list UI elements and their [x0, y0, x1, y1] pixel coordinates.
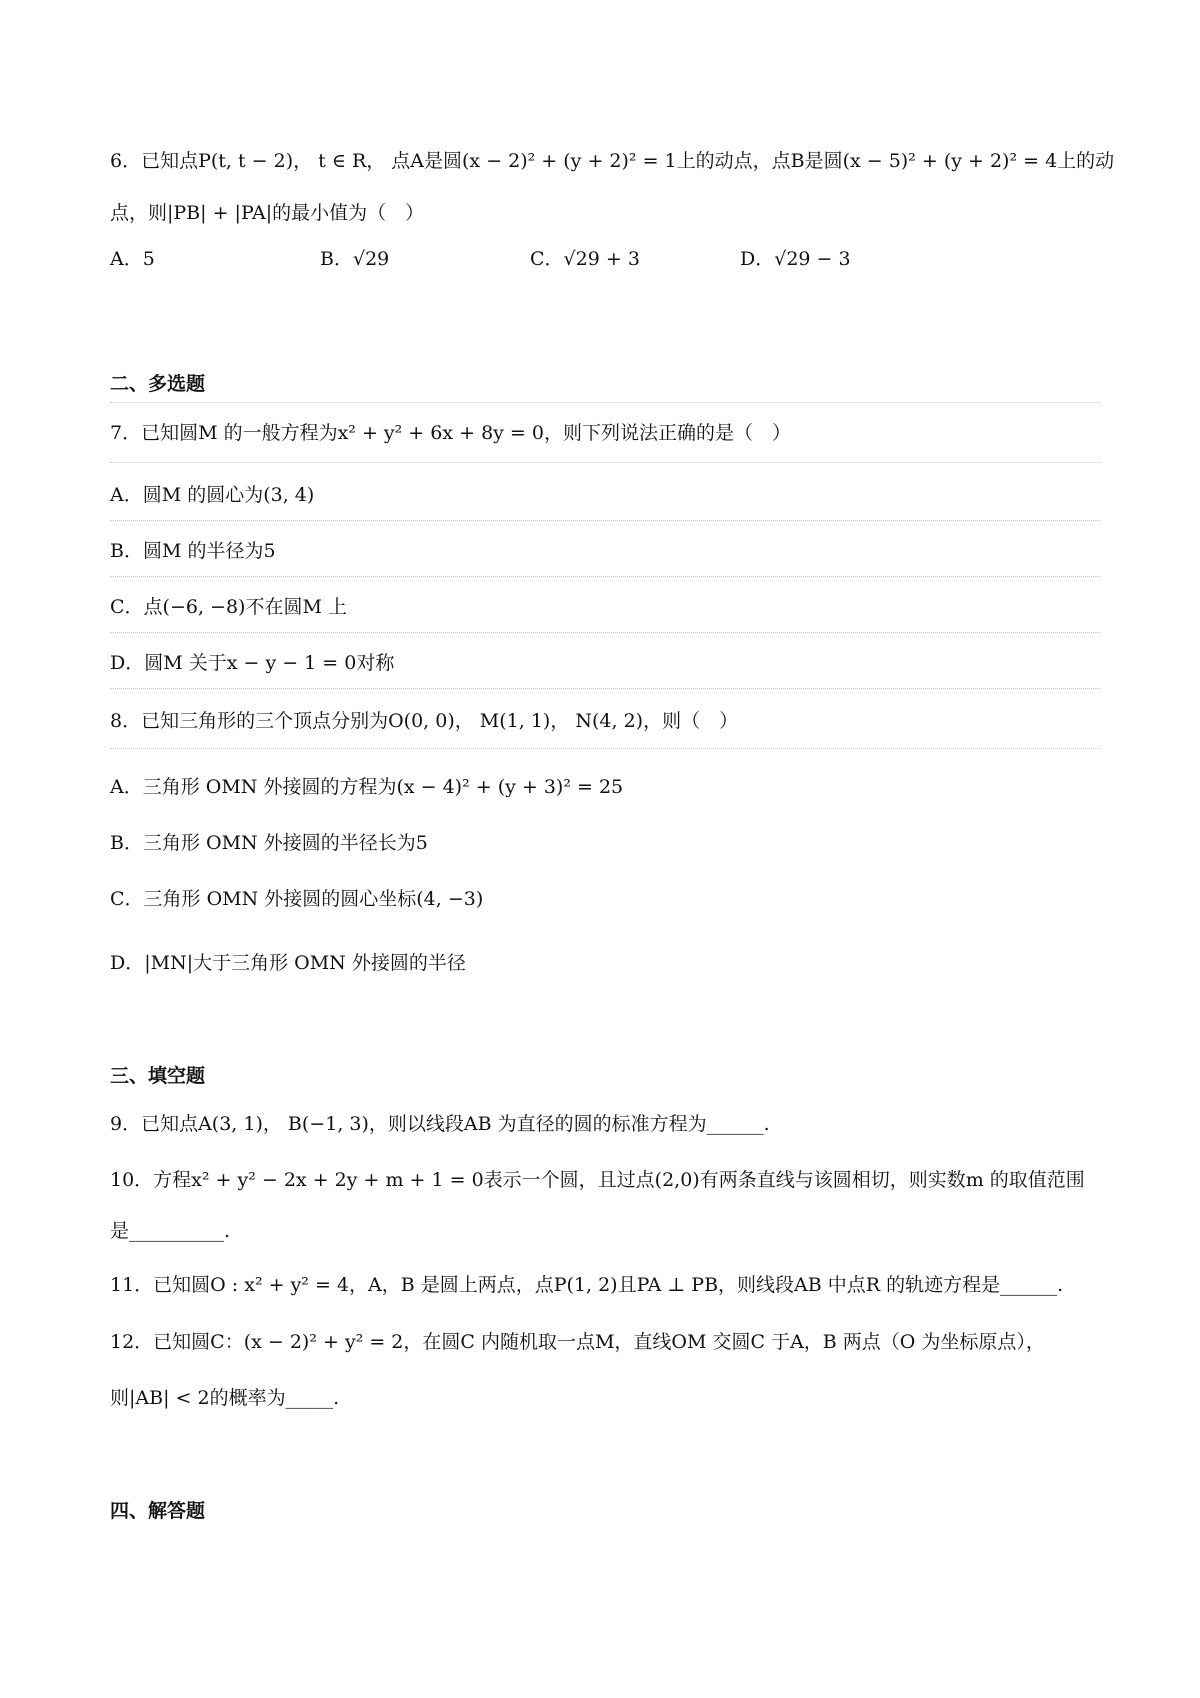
divider: [110, 632, 1100, 633]
q6-stem-line-2: 点，则|PB| + |PA|的最小值为（ ）: [110, 202, 425, 224]
q6-option-d: D．√29 − 3: [740, 248, 851, 270]
q6-option-a: A．5: [110, 248, 155, 270]
q8-option-b: B．三角形 OMN 外接圆的半径长为5: [110, 832, 428, 854]
q8-stem: 8．已知三角形的三个顶点分别为O(0, 0)， M(1, 1)， N(4, 2)，则（ ）: [110, 710, 739, 732]
divider: [110, 688, 1100, 689]
divider: [110, 520, 1100, 521]
q6-stem-line-1: 6．已知点P(t, t − 2)， t ∈ R， 点A是圆(x − 2)² + (y + 2)² = 1上的动点，点B是圆(x − 5)² + (y + 2)² = 4上的动: [110, 150, 1115, 172]
q6-option-b: B．√29: [320, 248, 390, 270]
divider: [110, 462, 1100, 463]
q12-line-2: 则|AB| < 2的概率为_____.: [110, 1387, 340, 1409]
q6-option-c: C．√29 + 3: [530, 248, 640, 270]
section-heading-fill-in: 三、填空题: [110, 1065, 206, 1087]
section-heading-multiple-choice: 二、多选题: [110, 373, 206, 395]
q8-option-c: C．三角形 OMN 外接圆的圆心坐标(4, −3): [110, 888, 484, 910]
q10-line-2: 是__________.: [110, 1220, 231, 1242]
q11-text: 11．已知圆O : x² + y² = 4，A，B 是圆上两点，点P(1, 2)且PA ⊥ PB，则线段AB 中点R 的轨迹方程是______.: [110, 1274, 1064, 1296]
q7-option-b: B．圆M 的半径为5: [110, 540, 276, 562]
divider: [110, 576, 1100, 577]
q8-option-a: A．三角形 OMN 外接圆的方程为(x − 4)² + (y + 3)² = 25: [110, 776, 624, 798]
q7-option-c: C．点(−6, −8)不在圆M 上: [110, 596, 347, 618]
q12-line-1: 12．已知圆C：(x − 2)² + y² = 2，在圆C 内随机取一点M，直线OM 交圆C 于A，B 两点（O 为坐标原点），: [110, 1331, 1045, 1353]
q9-text: 9．已知点A(3, 1)， B(−1, 3)，则以线段AB 为直径的圆的标准方程为______.: [110, 1113, 770, 1135]
q7-option-d: D．圆M 关于x − y − 1 = 0对称: [110, 652, 395, 674]
divider: [110, 748, 1100, 749]
q7-stem: 7．已知圆M 的一般方程为x² + y² + 6x + 8y = 0，则下列说法正确的是（ ）: [110, 422, 791, 444]
q7-option-a: A．圆M 的圆心为(3, 4): [110, 484, 315, 506]
q10-line-1: 10．方程x² + y² − 2x + 2y + m + 1 = 0表示一个圆，且过点(2,0)有两条直线与该圆相切，则实数m 的取值范围: [110, 1169, 1085, 1191]
divider: [110, 402, 1100, 403]
section-heading-solutions: 四、解答题: [110, 1500, 206, 1522]
q8-option-d: D．|MN|大于三角形 OMN 外接圆的半径: [110, 952, 466, 974]
